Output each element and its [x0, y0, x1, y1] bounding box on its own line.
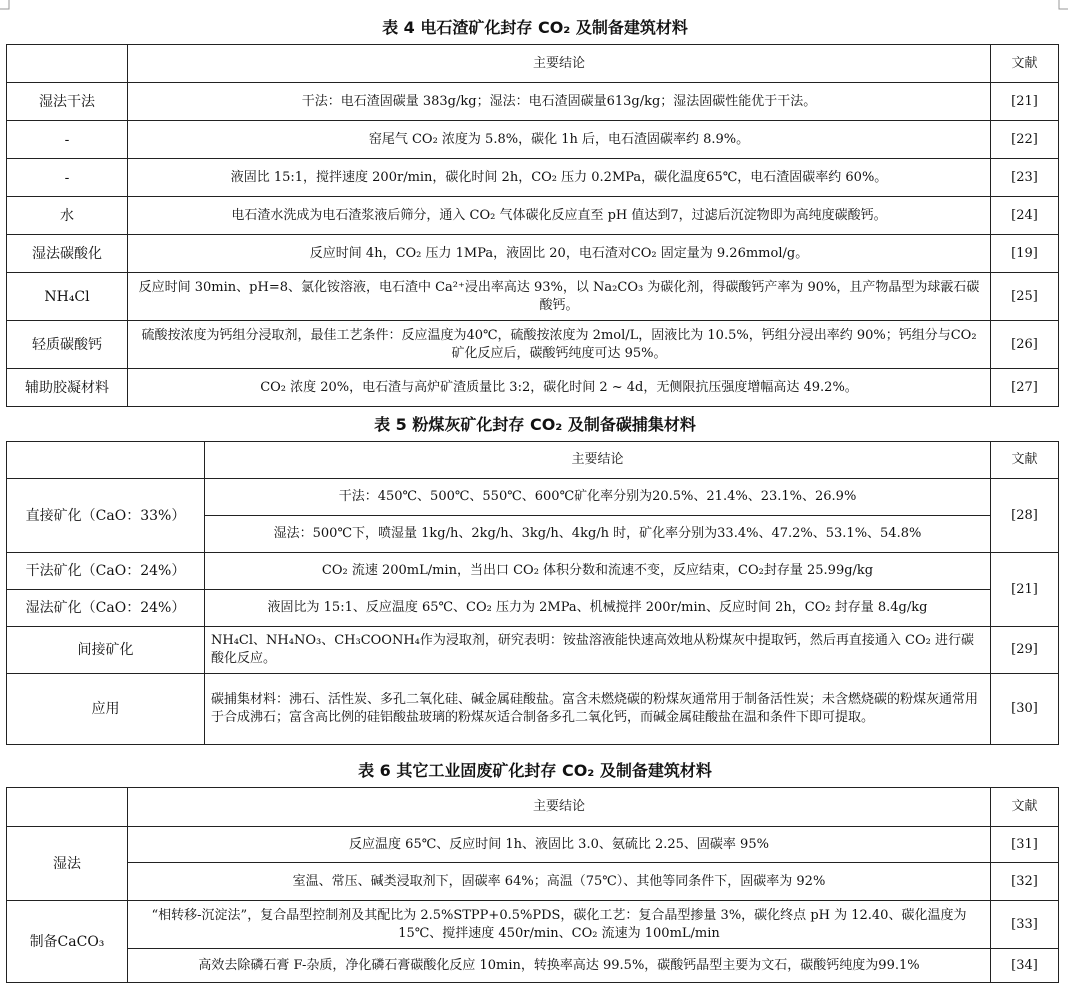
row-category: 湿法干法 — [7, 83, 128, 121]
crop-mark-left — [0, 0, 10, 10]
row-ref: [34] — [991, 949, 1059, 983]
table-row — [7, 627, 1059, 674]
table-row — [7, 159, 1059, 197]
row-conclusion: NH₄Cl、NH₄NO₃、CH₃COONH₄作为浸取剂，研究表明：铵盐溶液能快速高效地从粉煤灰中提取钙，然后再直接通入 CO₂ 进行碳酸化反应。 — [205, 627, 991, 674]
header-empty — [7, 45, 128, 83]
crop-mark-right — [1058, 0, 1068, 10]
header-conclusion: 主要结论 — [128, 788, 991, 827]
table-row — [7, 553, 1059, 590]
header-ref: 文献 — [991, 442, 1059, 479]
row-category: 干法矿化（CaO：24%） — [7, 553, 205, 590]
row-conclusion: 碳捕集材料：沸石、活性炭、多孔二氧化硅、碱金属硅酸盐。富含未燃烧碳的粉煤灰通常用于制备活性炭；未含燃烧碳的粉煤灰通常用于合成沸石；富含高比例的硅铝酸盐玻璃的粉煤灰适合制备多孔二氧化钙，而碱金属硅酸盐在温和条件下即可提取。 — [205, 674, 991, 745]
row-category: 轻质碳酸钙 — [7, 321, 128, 369]
row-category: - — [7, 159, 128, 197]
row-conclusion: CO₂ 浓度 20%，电石渣与高炉矿渣质量比 3:2，碳化时间 2 ~ 4d，无侧限抗压强度增幅高达 49.2%。 — [128, 369, 991, 407]
row-conclusion: 干法：电石渣固碳量 383g/kg；湿法：电石渣固碳量613g/kg；湿法固碳性能优于干法。 — [128, 83, 991, 121]
table-row — [7, 827, 1059, 863]
table5 — [6, 441, 1059, 745]
row-conclusion: 室温、常压、碱类浸取剂下，固碳率 64%；高温（75℃）、其他等同条件下，固碳率为 92% — [128, 863, 991, 901]
row-ref: [25] — [991, 273, 1059, 321]
table-header-row — [7, 45, 1059, 83]
row-ref: [21] — [991, 83, 1059, 121]
row-conclusion: 高效去除磷石膏 F-杂质，净化磷石膏碳酸化反应 10min，转换率高达 99.5%，碳酸钙晶型主要为文石，碳酸钙纯度为99.1% — [128, 949, 991, 983]
table-row — [7, 590, 1059, 627]
row-ref: [33] — [991, 901, 1059, 949]
row-category: 间接矿化 — [7, 627, 205, 674]
row-category: 应用 — [7, 674, 205, 745]
header-ref: 文献 — [991, 788, 1059, 827]
table4 — [6, 44, 1059, 407]
row-ref: [31] — [991, 827, 1059, 863]
row-ref: [24] — [991, 197, 1059, 235]
table-row — [7, 83, 1059, 121]
table-header-row — [7, 442, 1059, 479]
row-conclusion: “相转移-沉淀法”，复合晶型控制剂及其配比为 2.5%STPP+0.5%PDS，碳化工艺：复合晶型掺量 3%，碳化终点 pH 为 12.40、碳化温度为 15℃、搅拌速度 450r/min、CO₂ 流速为 100mL/min — [128, 901, 991, 949]
table4-title: 表 4 电石渣矿化封存 CO₂ 及制备建筑材料 — [382, 18, 688, 37]
row-ref: [30] — [991, 674, 1059, 745]
table-row — [7, 949, 1059, 983]
row-ref: [22] — [991, 121, 1059, 159]
row-conclusion: 反应时间 4h，CO₂ 压力 1MPa，液固比 20，电石渣对CO₂ 固定量为 9.26mmol/g。 — [128, 235, 991, 273]
row-category: 湿法矿化（CaO：24%） — [7, 590, 205, 627]
table-row — [7, 901, 1059, 949]
table-row — [7, 479, 1059, 516]
table-row — [7, 674, 1059, 745]
table-row — [7, 321, 1059, 369]
row-conclusion: 电石渣水洗成为电石渣浆液后筛分，通入 CO₂ 气体碳化反应直至 pH 值达到7，过滤后沉淀物即为高纯度碳酸钙。 — [128, 197, 991, 235]
row-ref: [29] — [991, 627, 1059, 674]
row-category: - — [7, 121, 128, 159]
table-row — [7, 273, 1059, 321]
table-row — [7, 235, 1059, 273]
table-row — [7, 863, 1059, 901]
row-conclusion: 液固比为 15:1、反应温度 65℃、CO₂ 压力为 2MPa、机械搅拌 200r/min、反应时间 2h，CO₂ 封存量 8.4g/kg — [205, 590, 991, 627]
row-conclusion: CO₂ 流速 200mL/min，当出口 CO₂ 体积分数和流速不变，反应结束，CO₂封存量 25.99g/kg — [205, 553, 991, 590]
row-ref: [19] — [991, 235, 1059, 273]
table6 — [6, 787, 1059, 983]
row-category: NH₄Cl — [7, 273, 128, 321]
row-conclusion: 硫酸按浓度为钙组分浸取剂，最佳工艺条件：反应温度为40℃，硫酸按浓度为 2mol/L，固液比为 10.5%，钙组分浸出率约 90%；钙组分与CO₂ 矿化反应后，碳酸钙纯度可达 95%。 — [128, 321, 991, 369]
row-category: 湿法碳酸化 — [7, 235, 128, 273]
row-category: 辅助胶凝材料 — [7, 369, 128, 407]
row-ref: [23] — [991, 159, 1059, 197]
row-category: 水 — [7, 197, 128, 235]
row-ref: [21] — [991, 553, 1059, 627]
header-empty — [7, 788, 128, 827]
header-ref: 文献 — [991, 45, 1059, 83]
header-conclusion: 主要结论 — [128, 45, 991, 83]
row-category: 直接矿化（CaO：33%） — [7, 479, 205, 553]
row-ref: [28] — [991, 479, 1059, 553]
table-row — [7, 197, 1059, 235]
header-empty — [7, 442, 205, 479]
table-row — [7, 121, 1059, 159]
row-ref: [26] — [991, 321, 1059, 369]
row-conclusion: 窑尾气 CO₂ 浓度为 5.8%，碳化 1h 后，电石渣固碳率约 8.9%。 — [128, 121, 991, 159]
table5-title: 表 5 粉煤灰矿化封存 CO₂ 及制备碳捕集材料 — [374, 415, 696, 434]
row-conclusion: 液固比 15:1，搅拌速度 200r/min，碳化时间 2h，CO₂ 压力 0.2MPa，碳化温度65℃，电石渣固碳率约 60%。 — [128, 159, 991, 197]
header-conclusion: 主要结论 — [205, 442, 991, 479]
row-conclusion: 反应时间 30min、pH=8、氯化铵溶液，电石渣中 Ca²⁺浸出率高达 93%，以 Na₂CO₃ 为碳化剂，得碳酸钙产率为 90%，且产物晶型为球霰石碳酸钙。 — [128, 273, 991, 321]
row-conclusion: 干法：450℃、500℃、550℃、600℃矿化率分别为20.5%、21.4%、23.1%、26.9% — [205, 479, 991, 516]
row-conclusion: 反应温度 65℃、反应时间 1h、液固比 3.0、氨硫比 2.25、固碳率 95% — [128, 827, 991, 863]
table-row — [7, 369, 1059, 407]
row-conclusion: 湿法：500℃下，喷湿量 1kg/h、2kg/h、3kg/h、4kg/h 时，矿化率分别为33.4%、47.2%、53.1%、54.8% — [205, 516, 991, 553]
row-category: 湿法 — [7, 827, 128, 901]
table-header-row — [7, 788, 1059, 827]
row-category: 制备CaCO₃ — [7, 901, 128, 983]
row-ref: [27] — [991, 369, 1059, 407]
row-ref: [32] — [991, 863, 1059, 901]
table6-title: 表 6 其它工业固废矿化封存 CO₂ 及制备建筑材料 — [358, 761, 712, 780]
